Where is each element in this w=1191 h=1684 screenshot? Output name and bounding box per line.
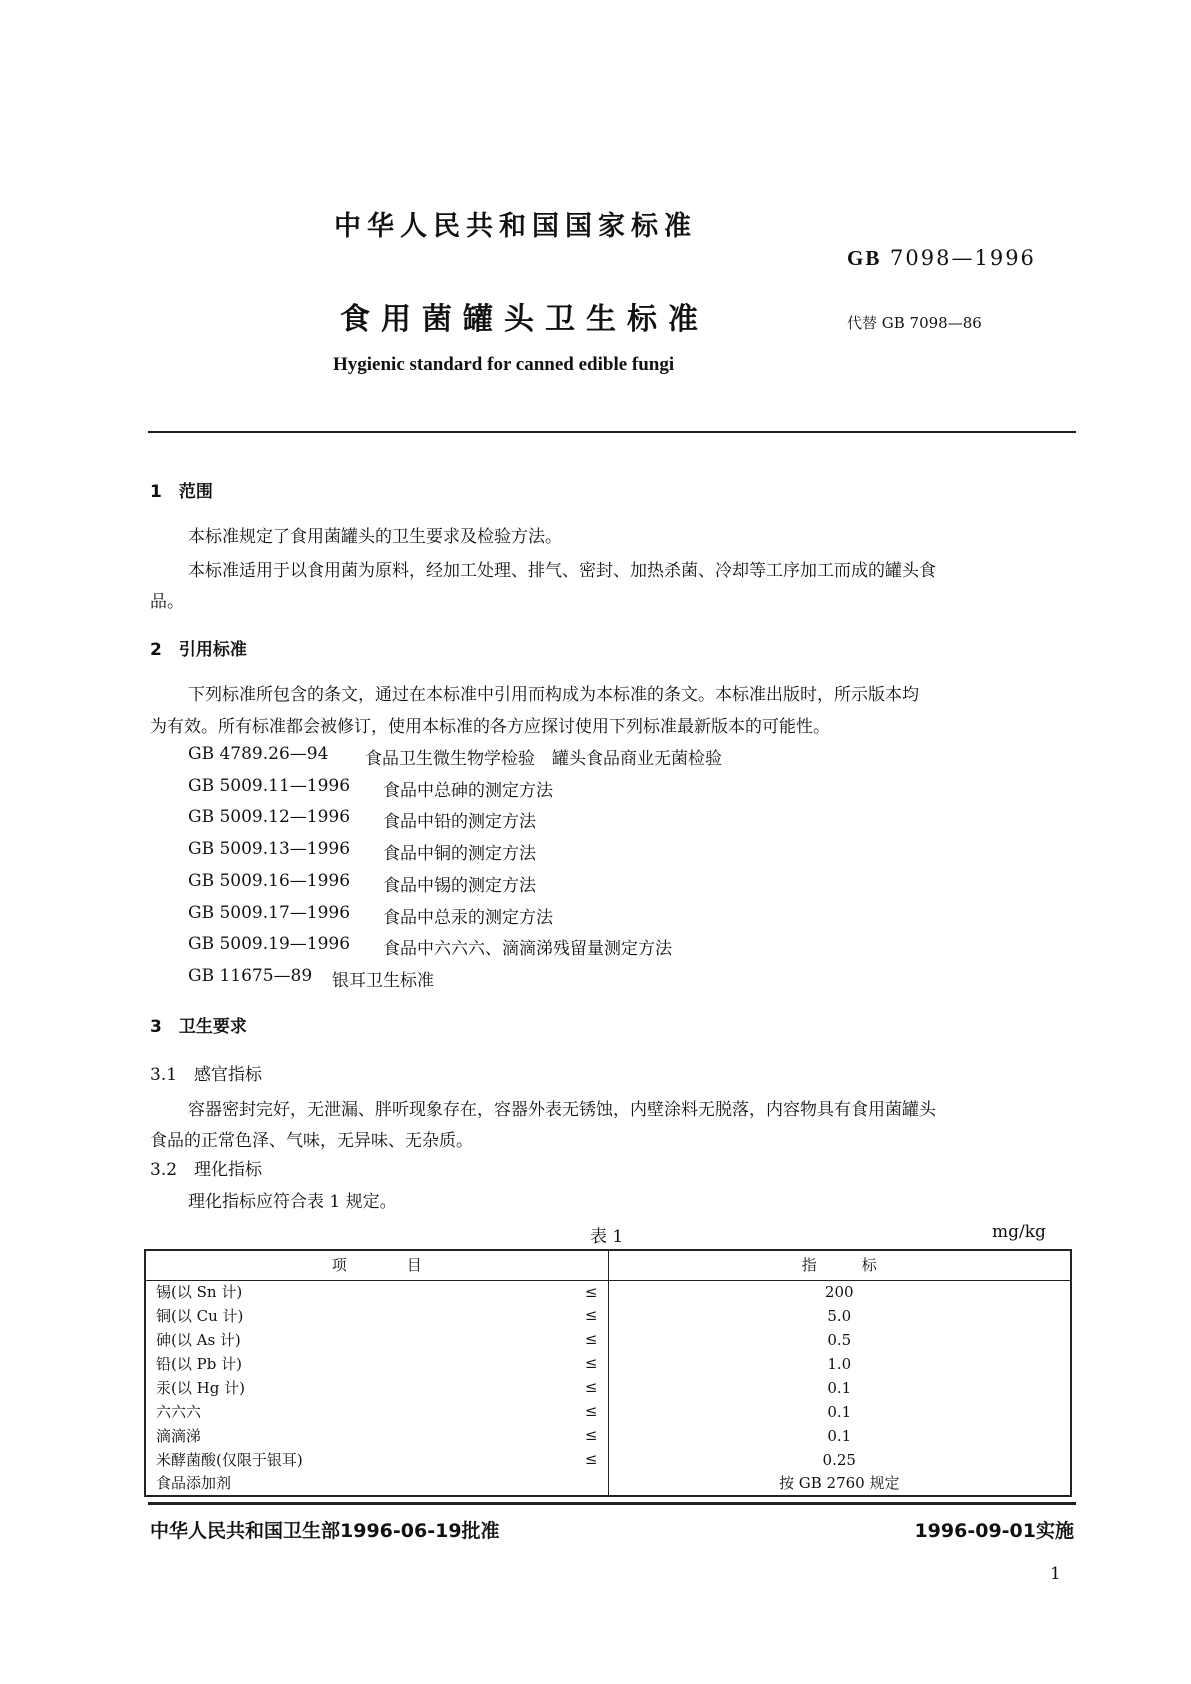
- replaces-note: 代替 GB 7098—86: [847, 314, 982, 332]
- table-unit: mg/kg: [992, 1222, 1046, 1242]
- table-row: [145, 1280, 1071, 1304]
- reference-code: GB 11675—89: [188, 965, 313, 986]
- section-3-heading: 3 卫生要求: [150, 1017, 247, 1037]
- section-1-heading: 1 范围: [150, 482, 213, 502]
- limit-value: 1.0: [827, 1354, 852, 1373]
- table-header-row: [145, 1250, 1071, 1280]
- less-equal-sign: ≤: [584, 1450, 598, 1468]
- less-equal-sign: ≤: [584, 1402, 598, 1420]
- item-cell: [145, 1424, 608, 1448]
- paragraph: 理化指标应符合表 1 规定。: [188, 1192, 397, 1212]
- reference-code: GB 5009.19—1996: [188, 934, 351, 955]
- item-name: 食品添加剂: [156, 1474, 232, 1492]
- table-row: [145, 1424, 1071, 1448]
- standard-code: [847, 246, 1036, 271]
- table-row: [145, 1304, 1071, 1328]
- item-cell: [145, 1304, 608, 1328]
- reference-code: GB 5009.12—1996: [188, 807, 351, 828]
- table-caption: 表 1: [590, 1227, 624, 1247]
- section-2-heading: 2 引用标准: [150, 640, 247, 660]
- item-name: 铅(以 Pb 计): [156, 1354, 242, 1373]
- reference-code: GB 4789.26—94: [188, 744, 329, 764]
- effective-date: 1996-09-01实施: [914, 1520, 1074, 1542]
- paragraph: 品。: [150, 592, 184, 612]
- reference-title: 食品中六六六、滴滴涕残留量测定方法: [383, 939, 672, 960]
- item-name: 铜(以 Cu 计): [156, 1306, 244, 1325]
- item-name: 锡(以 Sn 计): [156, 1282, 243, 1301]
- reference-code: GB 5009.11—1996: [188, 775, 351, 796]
- item-cell: [145, 1280, 608, 1304]
- reference-title: 食品中锡的测定方法: [383, 875, 536, 896]
- reference-title: 食品中总砷的测定方法: [383, 780, 553, 801]
- table-row: [145, 1328, 1071, 1352]
- limits-table: [144, 1249, 1072, 1497]
- limit-value: 0.1: [827, 1378, 852, 1397]
- table-row: [145, 1376, 1071, 1400]
- page-number: 1: [1050, 1564, 1061, 1584]
- limit-value: 0.25: [822, 1450, 856, 1469]
- footer-rule: [148, 1502, 1076, 1505]
- limit-value: 0.5: [827, 1330, 852, 1349]
- item-cell: [145, 1328, 608, 1352]
- reference-code: GB 5009.17—1996: [188, 902, 351, 923]
- code-number: 7098—1996: [890, 246, 1036, 270]
- paragraph: 下列标准所包含的条文，通过在本标准中引用而构成为本标准的条文。本标准出版时，所示版本均: [188, 685, 919, 705]
- table-row: [145, 1352, 1071, 1376]
- limit-value: 按 GB 2760 规定: [779, 1474, 900, 1492]
- item-cell: [145, 1376, 608, 1400]
- paragraph: 食品的正常色泽、气味，无异味、无杂质。: [150, 1131, 473, 1151]
- subsection-3-1-heading: 3.1 感官指标: [150, 1065, 263, 1085]
- english-title: Hygienic standard for canned edible fungi: [333, 354, 675, 375]
- less-equal-sign: ≤: [584, 1378, 598, 1396]
- less-equal-sign: ≤: [584, 1282, 598, 1301]
- item-cell: [145, 1472, 608, 1496]
- paragraph: 本标准规定了食用菌罐头的卫生要求及检验方法。: [188, 527, 562, 547]
- limit-value: 200: [824, 1282, 854, 1301]
- less-equal-sign: ≤: [584, 1306, 598, 1324]
- reference-title: 银耳卫生标准: [332, 970, 434, 991]
- table-row: [145, 1448, 1071, 1472]
- item-name: 六六六: [156, 1402, 202, 1421]
- country-standard-heading: 中华人民共和国国家标准: [334, 211, 697, 242]
- column-header-limit: 指 标: [608, 1250, 1071, 1280]
- paragraph: 为有效。所有标准都会被修订，使用本标准的各方应探讨使用下列标准最新版本的可能性。: [150, 717, 830, 737]
- limit-value: 0.1: [827, 1402, 852, 1421]
- reference-title: 食品中铜的测定方法: [383, 844, 536, 865]
- less-equal-sign: ≤: [584, 1426, 598, 1444]
- item-name: 砷(以 As 计): [156, 1330, 241, 1349]
- table-row: [145, 1400, 1071, 1424]
- item-cell: [145, 1400, 608, 1424]
- item-name: 汞(以 Hg 计): [156, 1378, 245, 1397]
- limit-value: 0.1: [827, 1426, 852, 1445]
- paragraph: 本标准适用于以食用菌为原料，经加工处理、排气、密封、加热杀菌、冷却等工序加工而成的罐头食: [188, 561, 936, 581]
- less-equal-sign: ≤: [584, 1330, 598, 1348]
- item-name: 米酵菌酸(仅限于银耳): [156, 1450, 303, 1469]
- reference-title: 食品中铅的测定方法: [383, 812, 536, 833]
- paragraph: 容器密封完好，无泄漏、胖听现象存在，容器外表无锈蚀，内壁涂料无脱落，内容物具有食用菌罐头: [188, 1100, 936, 1120]
- item-cell: [145, 1448, 608, 1472]
- less-equal-sign: ≤: [584, 1354, 598, 1372]
- reference-title: 食品卫生微生物学检验 罐头食品商业无菌检验: [365, 749, 722, 769]
- reference-code: GB 5009.16—1996: [188, 870, 351, 891]
- limit-value: 5.0: [827, 1306, 852, 1325]
- header-rule: [148, 431, 1076, 433]
- item-name: 滴滴涕: [156, 1426, 202, 1445]
- reference-code: GB 5009.13—1996: [188, 839, 351, 860]
- approval-note: 中华人民共和国卫生部1996-06-19批准: [150, 1520, 500, 1542]
- document-title: 食用菌罐头卫生标准: [340, 302, 709, 337]
- reference-title: 食品中总汞的测定方法: [383, 907, 553, 928]
- table-row: [145, 1472, 1071, 1496]
- subsection-3-2-heading: 3.2 理化指标: [150, 1160, 263, 1180]
- column-header-item: 项 目: [145, 1250, 608, 1280]
- code-prefix: GB: [847, 246, 882, 270]
- item-cell: [145, 1352, 608, 1376]
